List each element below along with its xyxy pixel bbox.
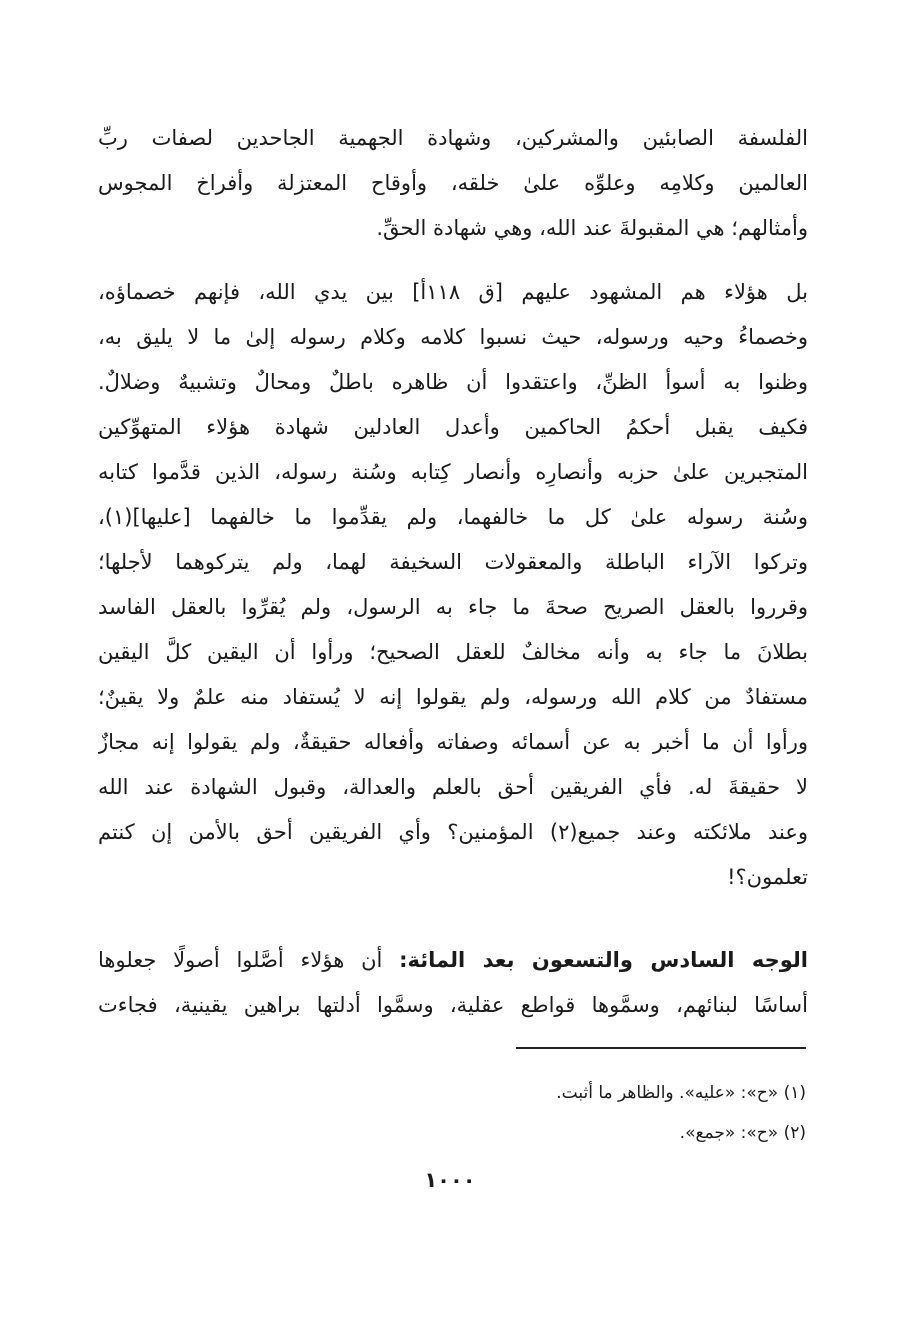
text-line: فكيف يقبل أحكمُ الحاكمين وأعدل العادلين شهادة هؤلاء المتهوِّكين [98, 415, 808, 439]
text-line: أساسًا لبنائهم، وسمَّوها قواطع عقلية، وسمَّوا أدلتها براهين يقينية، فجاءت [98, 993, 808, 1017]
text-line: بل هؤلاء هم المشهود عليهم [ق ١١٨أ] بين يدي الله، فإنهم خصماؤه، [98, 280, 808, 304]
text-line: مستفادٌ من كلام الله ورسوله، ولم يقولوا إنه لا يُستفاد منه علمٌ ولا يقينٌ؛ [98, 685, 808, 709]
text-line: وتركوا الآراء الباطلة والمعقولات السخيفة لهما، ولم يتركوهما لأجلها؛ [98, 550, 808, 574]
text-line: وسُنة رسوله علىٰ كل ما خالفهما، ولم يقدِّموا ما خالفهما [عليها](١)، [98, 505, 808, 529]
footnote-2: (٢) «ح»: «جمع». [679, 1123, 806, 1143]
text-line: وعند ملائكته وعند جميع(٢) المؤمنين؟ وأي الفريقين أحق بالأمن إن كنتم [98, 820, 808, 844]
paragraph-3 [98, 938, 808, 1028]
text-line: وقرروا بالعقل الصريح صحةَ ما جاء به الرسول، ولم يُقرِّوا بالعقل الفاسد [98, 595, 808, 619]
section-heading: الوجه السادس والتسعون بعد المائة: [399, 948, 808, 972]
text-line: وأمثالهم؛ هي المقبولةَ عند الله، وهي شهادة الحقِّ. [376, 216, 808, 240]
text-line [98, 938, 808, 983]
text-line: لا حقيقةَ له. فأي الفريقين أحق بالعلم والعدالة، وقبول الشهادة عند الله [98, 775, 808, 799]
text-line: بطلانَ ما جاء به وأنه مخالفٌ للعقل الصحيح؛ ورأوا أن اليقين كلَّ اليقين [98, 640, 808, 664]
paragraph-1 [98, 116, 808, 251]
text-line: تعلمون؟! [727, 865, 808, 889]
text-line: وخصماءُ وحيه ورسوله، حيث نسبوا كلامه وكلام رسوله إلىٰ ما لا يليق به، [98, 325, 808, 349]
footnote-separator [516, 1047, 806, 1049]
text-line: ورأوا أن ما أخبر به عن أسمائه وصفاته وأفعاله حقيقةٌ، ولم يقولوا إنه مجازٌ [98, 730, 808, 754]
page-number: ١٠٠٠ [424, 1168, 476, 1192]
text-line: المتجبرين علىٰ حزبه وأنصارِه وأنصار كِتابه وسُنة رسوله، الذين قدَّموا كتابه [98, 460, 808, 484]
paragraph-2 [98, 270, 808, 900]
text-line: العالمين وكلامِه وعلوِّه علىٰ خلقه، وأوقاح المعتزلة وأفراخ المجوس [98, 171, 808, 195]
text-line: وظنوا به أسوأ الظنِّ، واعتقدوا أن ظاهره باطلٌ ومحالٌ وتشبيهٌ وضلالٌ. [98, 370, 808, 394]
footnote-1: (١) «ح»: «عليه». والظاهر ما أثبت. [556, 1083, 806, 1103]
heading-continuation: أن هؤلاء أصَّلوا أصولًا جعلوها [98, 948, 383, 972]
text-line: الفلسفة الصابئين والمشركين، وشهادة الجهمية الجاحدين لصفات ربِّ [98, 126, 808, 150]
